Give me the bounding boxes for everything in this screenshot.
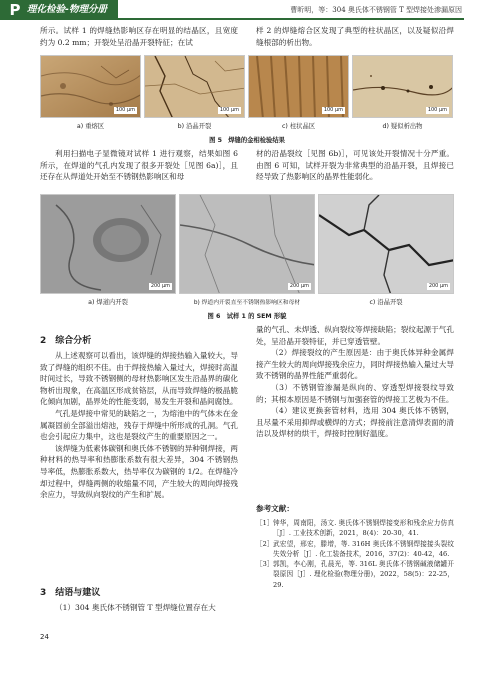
references-list <box>256 518 454 590</box>
fig5-sublabel-c: c) 柱状晶区 <box>281 123 316 130</box>
scale-bar: 100 μm <box>219 107 239 113</box>
reference-item <box>256 539 454 560</box>
scale-bar: 100 μm <box>427 107 447 113</box>
scale-bar: 100 μm <box>115 107 135 113</box>
fig5-panel-b <box>144 55 245 118</box>
fig6-panel-a <box>40 194 176 294</box>
reference-number: ［1］ <box>256 519 274 527</box>
fig6-panel-c <box>318 194 454 294</box>
reference-text: 郭凯，李心刚，孔晨光，等. 316L 奥氏体不锈钢碱液储罐开裂原因［J］. 理化检验(物理分册)，2022，58(5)：22-25，29. <box>273 560 454 589</box>
page-number: 24 <box>40 633 49 641</box>
reference-text: 武宏望，邢宏，滕增，等. 316H 奥氏体不锈钢焊接接头裂纹失效分析［J］. 化工装备技术，2016，37(2)：40-42，46. <box>273 539 454 558</box>
fig5-caption: 图 5 焊缝的金相检验结果 <box>209 137 285 144</box>
fig6-panel-b <box>179 194 315 294</box>
fig5-panel-a <box>40 55 141 118</box>
conclusions-body <box>256 324 454 440</box>
scale-bar: 200 μm <box>289 283 309 289</box>
reference-item <box>256 559 454 590</box>
fig5-panel-d <box>352 55 453 118</box>
fig6-caption: 图 6 试样 1 的 SEM 形貌 <box>207 313 287 320</box>
scale-bar: 200 μm <box>428 283 448 289</box>
fig5-sublabel-d: d) 疑似析出物 <box>382 123 423 130</box>
section-3-title: 3 结语与建议 <box>40 588 101 598</box>
conclusion-paragraph: 量的气孔、未焊透、纵向裂纹等焊接缺陷；裂纹起源于气孔处，呈沿晶开裂特征，并已穿透管壁。 <box>256 325 454 346</box>
reference-number: ［3］ <box>256 560 274 569</box>
fig6-sublabel-b: b) 焊道内开裂直至不锈钢热影响区和母材 <box>193 300 301 306</box>
section-2-title: 2 综合分析 <box>40 336 92 346</box>
reference-text: 钟华，周南阳，汤文. 奥氏体不锈钢焊接变形和残余应力仿真［J］. 工业技术创新，2021，8(4)：20-30，41. <box>273 519 454 538</box>
fig5-sublabel-b: b) 沿晶开裂 <box>177 123 212 130</box>
mid-text-left: 利用扫描电子显微镜对试样 1 进行观察，结果如图 6 所示，在焊道的气孔内发现了很多开裂处［见图 6a)］，且还存在从焊道处开始至不锈钢热影响区和母 <box>40 149 238 182</box>
journal-title: 理化检验-物理分册 <box>27 4 107 15</box>
scale-bar: 200 μm <box>150 283 170 289</box>
fig6-sublabel-c: c) 沿晶开裂 <box>369 299 403 306</box>
section-2-body <box>40 350 238 501</box>
mid-text-right: 材的沿晶裂纹［见图 6b)］，可见该处开裂情况十分严重。由图 6 可知，试样开裂为非常典型的沿晶开裂，且焊接已经导致了热影响区的晶界性能弱化。 <box>256 149 454 182</box>
fig5-panel-c <box>248 55 349 118</box>
header-rule <box>118 18 464 20</box>
section-2-paragraph: 气孔是焊接中常见的缺陷之一，为熔池中的气体未在金属凝固前全部溢出熔池，残存于焊缝中所形成的孔洞。气孔也会引起应力集中，这也是裂纹产生的重要原因之一。 <box>40 408 238 442</box>
conclusion-paragraph: （4）建议更换套管材料，选用 304 奥氏体不锈钢，且尽量不采用抑焊或横焊的方式；焊接前注意清焊表面的清洁以及焊材的烘干，焊接时控制好温度。 <box>256 406 454 439</box>
running-title: 曹昕明，等：304 奥氏体不锈钢管 T 型焊接处渗漏原因 <box>290 6 462 14</box>
top-text-left: 所示。试样 1 的焊缝热影响区存在明显的结晶区，且宽度约为 0.2 mm；开裂处呈沿晶开裂特征；在试 <box>40 26 238 47</box>
conclusion-paragraph: （3）不锈钢管渗漏是纵向的、穿透型焊接裂纹导致的；其根本原因是不锈钢与加强套管的焊接工艺极为不佳。 <box>256 382 454 404</box>
reference-item <box>256 518 454 539</box>
section-2-paragraph: 从上述观察可以看出，该焊缝的焊接热输入量较大，导致了焊缝的组织不佳。由于焊接热输入量过大，焊接时高温时间过长，导致不锈钢侧的母材热影响区发生沿晶界的碳化物析出现象，在高温区形成贫铬层，从而导致焊缝的极晶脆化倾向加剧，晶界处的性能变弱，易发生开裂和晶间腐蚀。 <box>40 351 238 407</box>
fig6-sublabel-a: a) 焊道内开裂 <box>88 299 128 306</box>
top-text-right: 样 2 的焊缝熔合区发现了典型的柱状晶区，以及疑似沿焊缝根部的析出物。 <box>256 26 454 47</box>
section-2-paragraph: 该焊缝为低素体碳钢和奥氏体不锈钢的异种钢焊接，两种材料的热导率和热膨胀系数有很大差异，304 不锈钢热导率低，热膨胀系数大，热导率仅为碳钢的 1/2。在焊缝冷却过程中，焊缝两侧的收缩量不同，产生较大的周向焊接残余应力，导致纵向裂纹的产生和扩展。 <box>40 443 238 500</box>
references-heading: 参考文献： <box>256 504 294 513</box>
reference-number: ［2］ <box>256 539 274 548</box>
conclusion-paragraph: （2）焊接裂纹的产生原因是：由于奥氏体异种金属焊接产生较大的周向焊接残余应力，同时焊接热输入量过大导致不锈钢的晶界性能严重弱化。 <box>256 348 454 381</box>
section-3-paragraph: （1）304 奥氏体不锈钢管 T 型焊缝位置存在大 <box>55 603 216 612</box>
journal-logo-icon: P <box>9 1 21 19</box>
journal-logo-bar <box>0 0 118 20</box>
scale-bar: 100 μm <box>323 107 343 113</box>
fig5-sublabel-a: a) 重熔区 <box>76 123 105 130</box>
